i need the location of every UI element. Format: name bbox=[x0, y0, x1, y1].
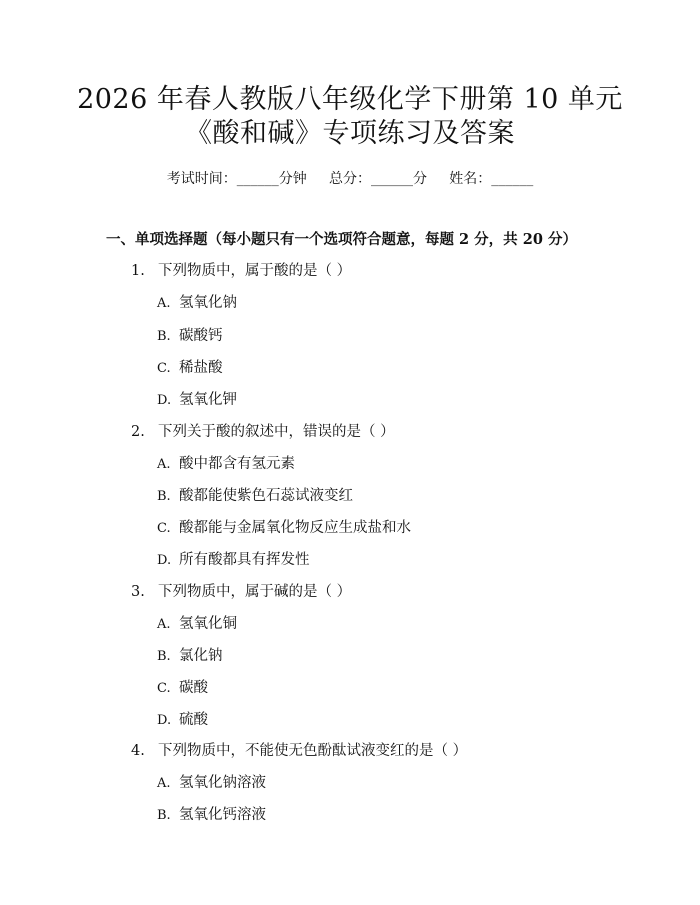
option-text: 碳酸钙 bbox=[179, 328, 223, 344]
option-letter: D. bbox=[157, 713, 172, 728]
question-number: 1. bbox=[131, 263, 145, 279]
option-text: 硫酸 bbox=[179, 712, 208, 728]
option-letter: B. bbox=[157, 329, 171, 344]
option-letter: C. bbox=[157, 361, 171, 376]
option bbox=[157, 484, 353, 505]
question-4 bbox=[131, 739, 467, 760]
option-text: 碳酸 bbox=[179, 680, 208, 696]
option-text: 稀盐酸 bbox=[179, 360, 223, 376]
document-title-line-2: 《酸和碱》专项练习及答案 bbox=[185, 118, 515, 149]
question-stem: 下列关于酸的叙述中，错误的是（ ） bbox=[158, 424, 395, 440]
question-number: 4. bbox=[131, 743, 145, 759]
option bbox=[157, 771, 266, 792]
option bbox=[157, 324, 223, 345]
option bbox=[157, 452, 295, 473]
option bbox=[157, 612, 237, 633]
option-letter: C. bbox=[157, 521, 171, 536]
option-text: 氢氧化钠溶液 bbox=[179, 775, 266, 791]
question-3 bbox=[131, 580, 351, 601]
option-letter: C. bbox=[157, 681, 171, 696]
option-text: 酸都能与金属氧化物反应生成盐和水 bbox=[179, 520, 411, 536]
option-text: 氯化钠 bbox=[179, 648, 223, 664]
document-title-line-1: 2026 年春人教版八年级化学下册第 10 单元 bbox=[77, 84, 623, 115]
question-stem: 下列物质中，不能使无色酚酞试液变红的是（ ） bbox=[158, 743, 468, 759]
option bbox=[157, 388, 237, 409]
option-letter: A. bbox=[157, 617, 171, 632]
question-number: 3. bbox=[131, 584, 145, 600]
exam-info-line: 考试时间：______分钟 总分：______分 姓名：______ bbox=[166, 171, 534, 187]
option bbox=[157, 291, 237, 312]
option-text: 所有酸都具有挥发性 bbox=[179, 552, 310, 568]
option-letter: A. bbox=[157, 457, 171, 472]
option bbox=[157, 803, 266, 824]
option-letter: B. bbox=[157, 808, 171, 823]
option-text: 氢氧化钙溶液 bbox=[179, 807, 266, 823]
question-1 bbox=[131, 259, 351, 280]
option-text: 氢氧化铜 bbox=[179, 616, 237, 632]
option-letter: A. bbox=[157, 296, 171, 311]
option-text: 氢氧化钠 bbox=[179, 295, 237, 311]
option bbox=[157, 644, 223, 665]
option-text: 酸中都含有氢元素 bbox=[179, 456, 295, 472]
question-stem: 下列物质中，属于碱的是（ ） bbox=[158, 584, 352, 600]
option-text: 氢氧化钾 bbox=[179, 392, 237, 408]
option bbox=[157, 708, 208, 729]
option-letter: D. bbox=[157, 393, 172, 408]
option-letter: D. bbox=[157, 553, 172, 568]
question-stem: 下列物质中，属于酸的是（ ） bbox=[158, 263, 352, 279]
option-letter: B. bbox=[157, 649, 171, 664]
option bbox=[157, 548, 310, 569]
option-letter: B. bbox=[157, 489, 171, 504]
option bbox=[157, 356, 223, 377]
option bbox=[157, 516, 411, 537]
question-number: 2. bbox=[131, 424, 145, 440]
option bbox=[157, 676, 208, 697]
question-2 bbox=[131, 420, 395, 441]
section-heading: 一、单项选择题（每小题只有一个选项符合题意，每题 2 分，共 20 分） bbox=[106, 231, 577, 248]
option-text: 酸都能使紫色石蕊试液变红 bbox=[179, 488, 353, 504]
option-letter: A. bbox=[157, 776, 171, 791]
